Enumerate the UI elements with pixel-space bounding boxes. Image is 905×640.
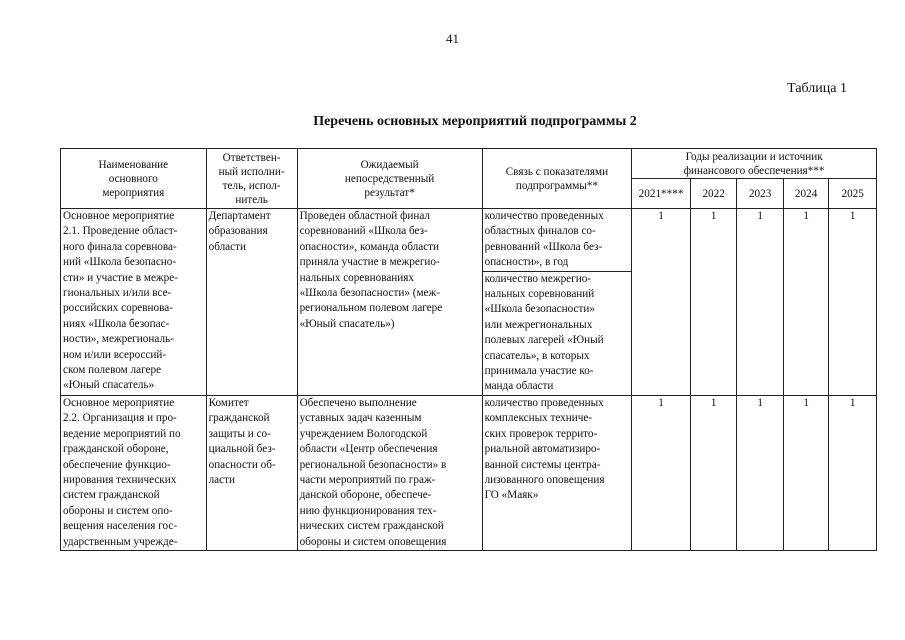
header-indicators: Связь с показателями подпрограммы** [482, 149, 632, 209]
header-year: 2022 [690, 179, 737, 209]
measure-result: Обеспечено выполнение уставных задач казенным учреждением Вологодской области «Центр обеспечения региональной безопасности» в части мероприятий по граж- данской обороне, обеспече- нию функционирования тех- нических систем гражданской обороны и систем оповещения [297, 395, 482, 550]
year-value: 1 [783, 395, 828, 550]
header-responsible: Ответствен- ный исполни- тель, испол- нитель [206, 149, 297, 209]
year-value: 1 [783, 209, 828, 396]
year-value: 1 [632, 395, 691, 550]
year-value: 1 [829, 209, 877, 396]
table-row [61, 395, 877, 550]
measure-indicator: количество проведенных комплексных техниче- ских проверок террито- риальной автоматизиро- ванной системы центра- лизованного оповещения ГО «Маяк» [482, 395, 632, 550]
measure-name: Основное мероприятие 2.1. Проведение област- ного финала соревнова- ний «Школа безопасно- сти» и участие в межре- гиональных и/или все- российских соревнова- ниях «Школа безопас- ности», межрегиональ- ном и/или всероссий- ском полевом лагере «Юный спасатель» [61, 209, 207, 396]
year-value: 1 [690, 209, 737, 396]
measure-indicator: количество межрегио- нальных соревнований «Школа безопасности» или межрегиональных полевых лагерей «Юный спасатель», в которых принимала участие ко- манда области [482, 271, 632, 395]
year-value: 1 [690, 395, 737, 550]
header-row-top [61, 149, 877, 179]
measures-table [60, 148, 877, 551]
measure-responsible: Комитет гражданской защиты и со- циальной без- опасности об- ласти [206, 395, 297, 550]
header-year: 2025 [829, 179, 877, 209]
table-label: Таблица 1 [787, 81, 847, 96]
measure-indicator: количество проведенных областных финалов со- ревнований «Школа без- опасности», в год [482, 209, 632, 272]
measure-result: Проведен областной финал соревнований «Школа без- опасности», команда области приняла участие в межрегио- нальных соревнованиях «Школа безопасности» (меж- региональном полевом лагере «Юный спасатель») [297, 209, 482, 396]
measure-responsible: Департамент образования области [206, 209, 297, 396]
page-number: 41 [446, 31, 459, 46]
measure-name: Основное мероприятие 2.2. Организация и про- ведение мероприятий по гражданской обороне, обеспечение функцио- нирования технических систем гражданской обороны и систем опо- вещения населения гос- ударственным учрежде- [61, 395, 207, 550]
header-result: Ожидаемый непосредственный результат* [297, 149, 482, 209]
year-value: 1 [737, 209, 784, 396]
document-title: Перечень основных мероприятий подпрограммы 2 [313, 114, 637, 129]
year-value: 1 [829, 395, 877, 550]
header-year: 2021**** [632, 179, 691, 209]
header-year: 2023 [737, 179, 784, 209]
year-value: 1 [737, 395, 784, 550]
header-year: 2024 [783, 179, 828, 209]
header-years-group: Годы реализации и источник финансового обеспечения*** [632, 149, 877, 179]
year-value: 1 [632, 209, 691, 396]
header-name: Наименование основного мероприятия [61, 149, 207, 209]
table-row [61, 209, 877, 272]
